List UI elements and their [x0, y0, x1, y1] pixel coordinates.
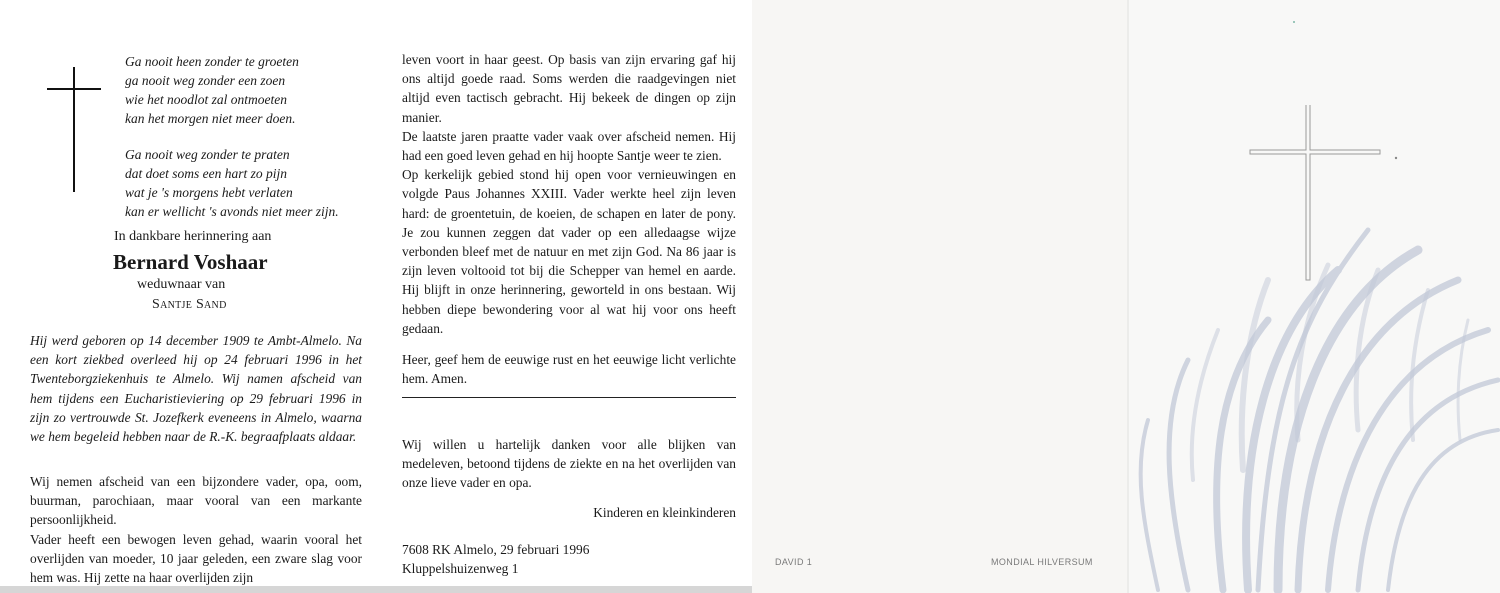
poem-line: Ga nooit heen zonder te groeten: [125, 54, 299, 69]
biography: [30, 331, 362, 446]
paragraph: Wij nemen afscheid van een bijzondere vader, opa, oom, buurman, parochiaan, maar vooral van een markante persoonlijkheid.: [30, 474, 362, 528]
poem-stanza-1: [125, 52, 370, 128]
deceased-name: Bernard Voshaar: [113, 250, 268, 274]
latin-cross-icon-bar: [47, 88, 101, 90]
divider-line: [402, 397, 736, 398]
card-front: [1128, 0, 1500, 593]
poem-line: ga nooit weg zonder een zoen: [125, 73, 286, 88]
address-line-2: Kluppelshuizenweg 1: [402, 561, 519, 577]
poem-line: wie het noodlot zal ontmoeten: [125, 92, 287, 107]
paragraph: De laatste jaren praatte vader vaak over afscheid nemen. Hij had een goed leven gehad en hij hoopte Santje weer te zien.: [402, 128, 736, 164]
address-line-1: 7608 RK Almelo, 29 februari 1996: [402, 542, 590, 557]
poem-line: kan er wellicht 's avonds niet meer zijn.: [125, 204, 339, 219]
memorial-intro: In dankbare herinnering aan: [114, 229, 272, 244]
poem-line: wat je 's morgens hebt verlaten: [125, 185, 293, 200]
poem-line: Ga nooit weg zonder te praten: [125, 147, 290, 162]
scan-bottom-edge: [0, 586, 752, 593]
thanks-text: [402, 435, 736, 493]
signature: Kinderen en kleinkinderen: [593, 505, 736, 520]
card-fold: [1127, 0, 1129, 593]
poem: [125, 52, 370, 238]
poem-line: dat doet soms een hart zo pijn: [125, 166, 287, 181]
latin-cross-icon: [73, 67, 75, 192]
address: [402, 540, 589, 578]
poem-stanza-2: [125, 145, 370, 221]
widower-of-label: weduwnaar van: [137, 277, 226, 292]
paragraph: Wij willen u hartelijk danken voor alle blijken van medeleven, betoond tijdens de ziekte en na het overlijden van onze lieve vader en opa.: [402, 437, 736, 491]
life-story: [402, 50, 736, 338]
spouse-name: Santje Sand: [152, 297, 227, 312]
card-inside-left: [0, 0, 376, 593]
biography-text: Hij werd geboren op 14 december 1909 te Ambt-Almelo. Na een kort ziekbed overleed hij op 24 februari 1996 in het Twenteborgziekenhuis te Almelo. Wij namen afscheid van hem tijdens een Eucharistieviering op 29 februari 1996 in zijn zo vertrouwde St. Jozefkerk eveneens in Almelo, waarna we hem begeleid hebben naar de R.-K. begraafplaats aldaar.: [30, 333, 362, 445]
printer-mark: MONDIAL HILVERSUM: [991, 557, 1093, 567]
poem-line: kan het morgen niet meer doen.: [125, 111, 296, 126]
prayer-text: Heer, geef hem de eeuwige rust en het eeuwige licht verlichte hem. Amen.: [402, 352, 736, 387]
outlined-cross-icon: [1250, 105, 1380, 280]
card-code: DAVID 1: [775, 557, 813, 567]
grass-illustration: [1128, 0, 1500, 593]
paragraph: Vader heeft een bewogen leven gehad, waarin vooral het overlijden van moeder, 10 jaar geleden, een zware slag voor hem was. Hij zette na haar overlijden zijn: [30, 531, 362, 586]
farewell-text: [30, 472, 362, 587]
paragraph: leven voort in haar geest. Op basis van zijn ervaring gaf hij ons altijd goede raad. Soms werden die raadgevingen niet altijd even tactisch gebracht. Hij bekeek de dingen op zijn manier.: [402, 52, 736, 125]
paragraph: Op kerkelijk gebied stond hij open voor vernieuwingen en volgde Paus Johannes XXIII. Vader werkte heel zijn leven hard: de groentetuin, de koeien, de schapen en later de pony. Je zou kunnen zeggen dat vader op een alledaagse wijze verbonden bleef met de natuur en met zijn God. Na 86 jaar is zijn leven voltooid tot bij die Schepper van hemel en aarde. Hij blijft in onze herinnering, geworteld in ons bestaan. Wij hebben diepe bewondering voor al wat hij voor ons heeft gedaan.: [402, 167, 736, 336]
prayer: [402, 350, 736, 388]
card-back: [752, 0, 1128, 593]
